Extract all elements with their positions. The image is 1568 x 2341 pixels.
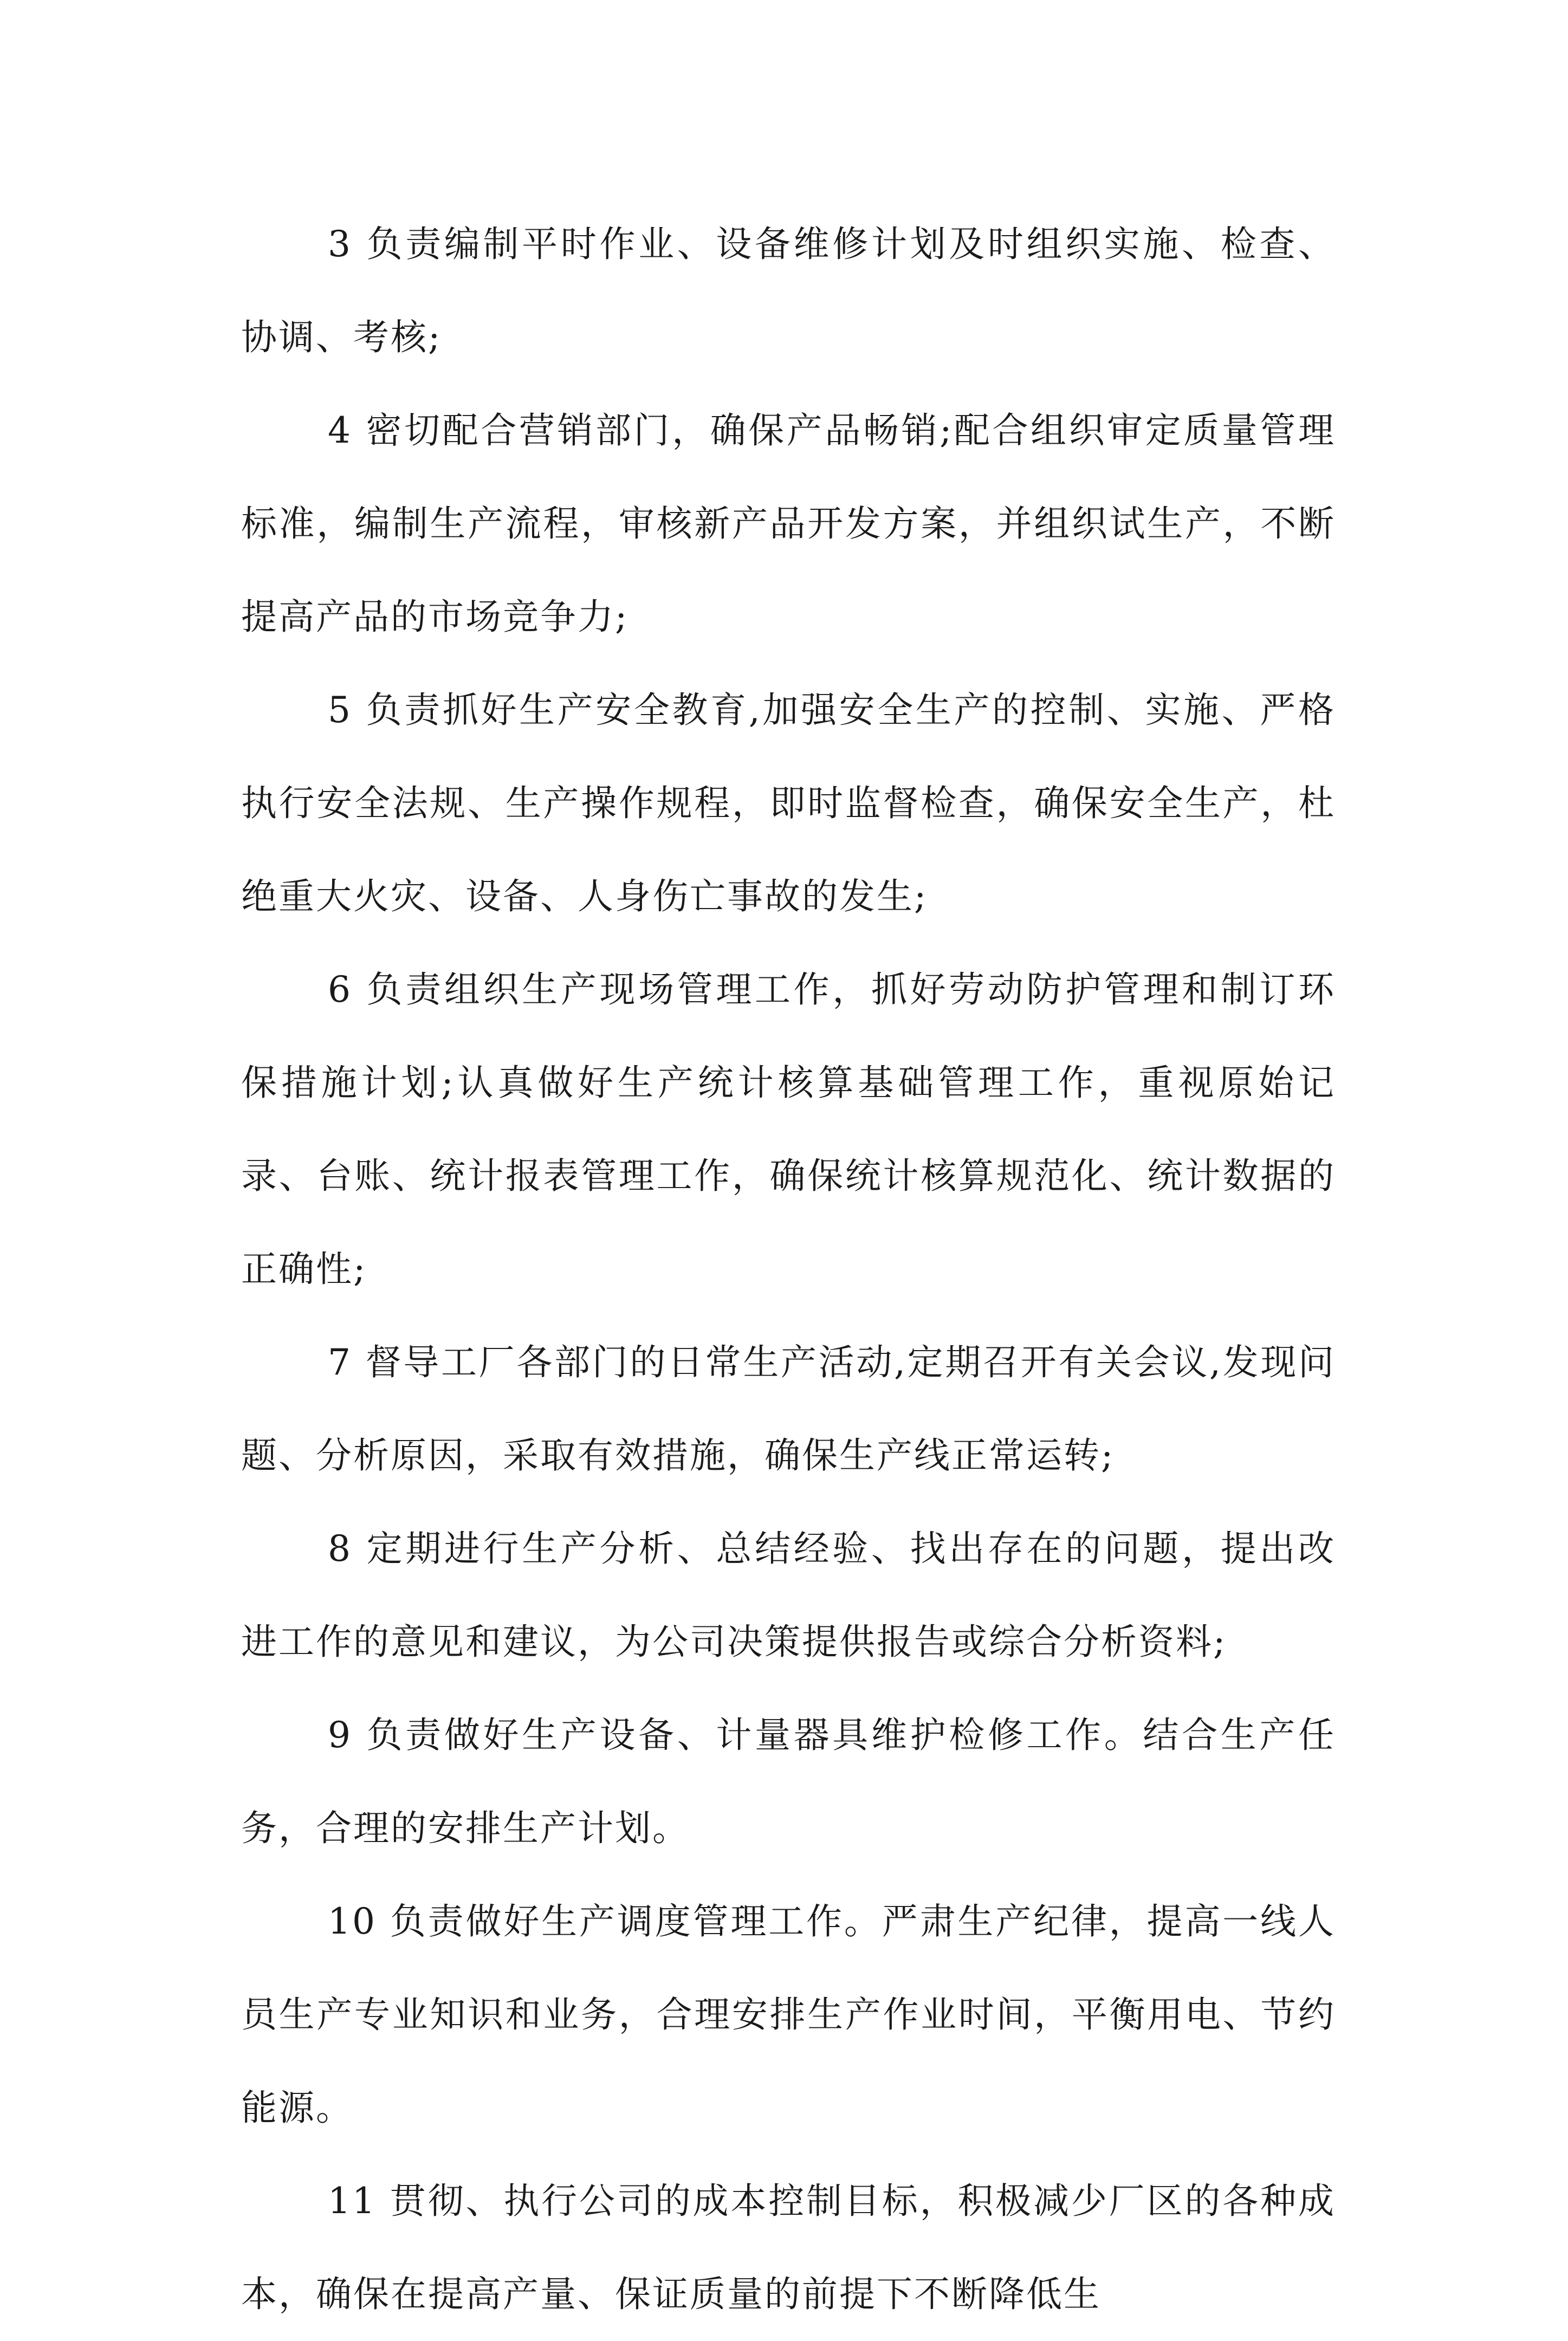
paragraph-item-7: 7 督导工厂各部门的日常生产活动,定期召开有关会议,发现问题、分析原因，采取有效措施，确保生产线正常运转; bbox=[241, 1341, 1336, 1476]
paragraph-item-8: 8 定期进行生产分析、总结经验、找出存在的问题，提出改进工作的意见和建议，为公司决策提供报告或综合分析资料; bbox=[241, 1528, 1336, 1663]
document-body bbox=[241, 198, 1336, 2341]
paragraph-item-3: 3 负责编制平时作业、设备维修计划及时组织实施、检查、协调、考核; bbox=[241, 223, 1336, 358]
paragraph-item-10: 10 负责做好生产调度管理工作。严肃生产纪律，提高一线人员生产专业知识和业务，合理安排生产作业时间，平衡用电、节约能源。 bbox=[241, 1901, 1336, 2129]
paragraph-item-11: 11 贯彻、执行公司的成本控制目标，积极减少厂区的各种成本，确保在提高产量、保证质量的前提下不断降低生 bbox=[241, 2180, 1336, 2315]
paragraph-item-9: 9 负责做好生产设备、计量器具维护检修工作。结合生产任务，合理的安排生产计划。 bbox=[241, 1714, 1336, 1849]
paragraph-item-4: 4 密切配合营销部门，确保产品畅销;配合组织审定质量管理标准，编制生产流程，审核新产品开发方案，并组织试生产，不断提高产品的市场竞争力; bbox=[241, 410, 1336, 638]
paragraph-item-5: 5 负责抓好生产安全教育,加强安全生产的控制、实施、严格执行安全法规、生产操作规程，即时监督检查，确保安全生产，杜绝重大火灾、设备、人身伤亡事故的发生; bbox=[241, 689, 1336, 917]
paragraph-item-6: 6 负责组织生产现场管理工作，抓好劳动防护管理和制订环保措施计划;认真做好生产统计核算基础管理工作，重视原始记录、台账、统计报表管理工作，确保统计核算规范化、统计数据的正确性; bbox=[241, 969, 1336, 1290]
